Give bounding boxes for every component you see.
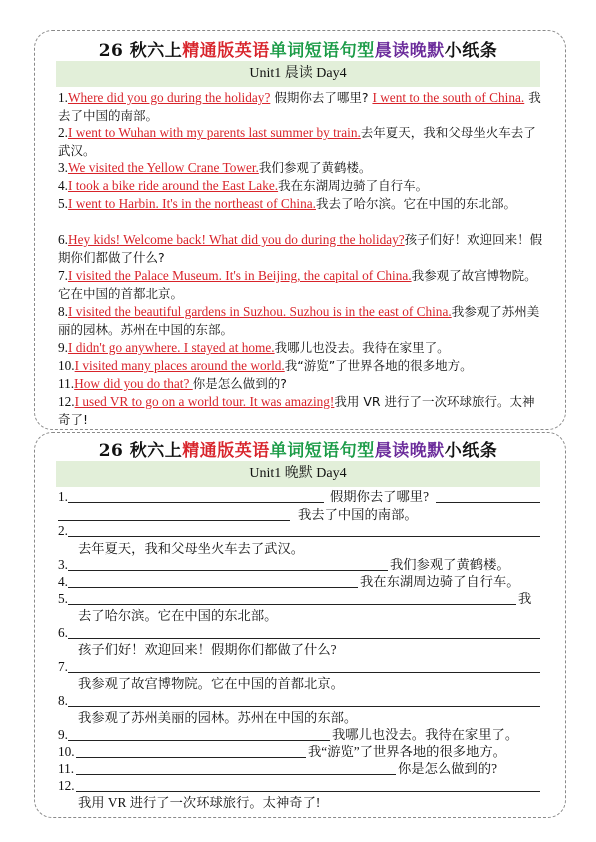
title-grade: 26 秋六上 — [98, 441, 183, 461]
list-item: 2.I went to Wuhan with my parents last summer by train.去年夏天，我和父母坐火车去了武汉。 — [58, 125, 536, 158]
item-chinese: 去年夏天，我和父母坐火车去了武汉。 — [58, 125, 536, 158]
item-chinese: 我“游览”了世界各地的很多地方。 — [284, 358, 473, 373]
answer-blank[interactable] — [76, 791, 540, 792]
item-english: I visited many places around the world. — [74, 358, 285, 373]
exercise-number: 10. — [58, 744, 75, 759]
item-english: I didn't go anywhere. I stayed at home. — [67, 340, 275, 355]
title-edition: 精通版英语 — [182, 441, 270, 461]
exercise-prompt: 我们参观了黄鹤楼。 — [390, 557, 510, 572]
answer-blank[interactable] — [68, 587, 358, 588]
exercise-number: 8. — [58, 693, 68, 708]
exercise-prompt: 我哪儿也没去。我待在家里了。 — [332, 727, 519, 742]
list-item: 9.I didn't go anywhere. I stayed at home.我哪儿也没去。我待在家里了。 — [58, 340, 450, 355]
item-chinese: 我去了哈尔滨。它在中国的东北部。 — [315, 196, 516, 211]
title-mode: 晨读晚默 — [374, 441, 445, 461]
exercise-prompt: 假期你去了哪里? — [330, 489, 429, 504]
list-item: 11.How did you do that? 你是怎么做到的? — [58, 376, 287, 391]
list-item: 12.I used VR to go on a world tour. It was amazing!我用 VR 进行了一次环球旅行。太神奇了! — [58, 394, 535, 427]
answer-blank[interactable] — [68, 638, 540, 639]
exercise-prompt: 去年夏天，我和父母坐火车去了武汉。 — [78, 541, 305, 556]
item-chinese: 我用 VR 进行了一次环球旅行。太神奇了! — [58, 394, 535, 427]
exercise-prompt: 我在东湖周边骑了自行车。 — [360, 574, 520, 589]
answer-blank[interactable] — [68, 536, 540, 537]
answer-blank[interactable] — [58, 520, 290, 521]
exercise-number: 6. — [58, 625, 68, 640]
item-chinese: 你是怎么做到的? — [192, 376, 287, 391]
exercise-number: 12. — [58, 778, 75, 793]
title-content: 单词短语句型 — [269, 41, 375, 61]
list-item: 4.I took a bike ride around the East Lake.我在东湖周边骑了自行车。 — [58, 178, 429, 193]
exercise-number: 7. — [58, 659, 68, 674]
item-chinese: 我参观了故宫博物院。它在中国的首都北京。 — [58, 268, 537, 301]
answer-blank[interactable] — [68, 502, 324, 503]
item-english: I used VR to go on a world tour. It was amazing! — [74, 394, 335, 409]
title-suffix: 小纸条 — [444, 41, 498, 61]
list-item: 1.Where did you go during the holiday? 假期你去了哪里? I went to the south of China. 我去了中国的南部。 — [58, 90, 541, 123]
item-english: We visited the Yellow Crane Tower. — [67, 160, 259, 175]
item-english: I visited the beautiful gardens in Suzhou. Suzhou is in the east of China. — [67, 304, 452, 319]
item-english: Hey kids! Welcome back! What did you do during the holiday? — [67, 232, 405, 247]
list-item: 7.I visited the Palace Museum. It's in Beijing, the capital of China.我参观了故宫博物院。它在中国的首都北京。 — [58, 268, 537, 301]
answer-blank[interactable] — [68, 740, 330, 741]
title-grade: 26 秋六上 — [98, 41, 183, 61]
title-mode: 晨读晚默 — [374, 41, 445, 61]
item-english: I went to Harbin. It's in the northeast of China. — [67, 196, 316, 211]
item-chinese: 我在东湖周边骑了自行车。 — [278, 178, 429, 193]
answer-blank[interactable] — [68, 672, 540, 673]
exercise-number: 4. — [58, 574, 68, 589]
card-title-bottom — [0, 436, 596, 461]
exercise-number: 1. — [58, 489, 68, 504]
answer-blank[interactable] — [76, 757, 306, 758]
exercise-prompt: 我参观了苏州美丽的园林。苏州在中国的东部。 — [78, 710, 358, 725]
card-title-top — [0, 36, 596, 61]
answer-blank[interactable] — [68, 706, 540, 707]
answer-blank[interactable] — [68, 604, 516, 605]
title-content: 单词短语句型 — [269, 441, 375, 461]
exercise-prompt: 孩子们好！欢迎回来！假期你们都做了什么? — [78, 642, 337, 657]
exercise-prompt: 去了哈尔滨。它在中国的东北部。 — [78, 608, 278, 623]
answer-blank[interactable] — [436, 502, 540, 503]
item-english: I went to the south of China. — [372, 90, 525, 105]
item-chinese: 我参观了苏州美丽的园林。苏州在中国的东部。 — [58, 304, 540, 337]
item-chinese: 我哪儿也没去。我待在家里了。 — [274, 340, 450, 355]
exercise-prompt: 我参观了故宫博物院。它在中国的首都北京。 — [78, 676, 344, 691]
item-chinese: 我们参观了黄鹤楼。 — [258, 160, 372, 175]
item-chinese: 孩子们好！欢迎回来！假期你们都做了什么? — [58, 232, 543, 265]
item-english: How did you do that? — [74, 376, 193, 391]
exercise-prompt: 我 — [518, 591, 532, 606]
list-item: 10.I visited many places around the world.我“游览”了世界各地的很多地方。 — [58, 358, 473, 373]
title-edition: 精通版英语 — [182, 41, 270, 61]
list-item: 6.Hey kids! Welcome back! What did you do during the holiday?孩子们好！欢迎回来！假期你们都做了什么? — [58, 232, 543, 265]
item-english: I visited the Palace Museum. It's in Beijing, the capital of China. — [67, 268, 412, 283]
unit-band-top: Unit1 晨读 Day4 — [56, 61, 540, 87]
exercise-prompt: 我用 VR 进行了一次环球旅行。太神奇了! — [78, 795, 321, 810]
exercise-number: 9. — [58, 727, 68, 742]
answer-blank[interactable] — [76, 774, 396, 775]
exercise-number: 5. — [58, 591, 68, 606]
exercise-prompt: 我“游览”了世界各地的很多地方。 — [308, 744, 506, 759]
list-item: 8.I visited the beautiful gardens in Suzhou. Suzhou is in the east of China.我参观了苏州美丽的园林。苏州在中国的东部。 — [58, 304, 540, 337]
item-english: I took a bike ride around the East Lake. — [67, 178, 279, 193]
unit-band-bottom: Unit1 晚默 Day4 — [56, 461, 540, 487]
title-suffix: 小纸条 — [444, 441, 498, 461]
exercise-prompt: 我去了中国的南部。 — [298, 507, 418, 522]
item-english: Where did you go during the holiday? — [67, 90, 271, 105]
exercise-number: 3. — [58, 557, 68, 572]
list-item: 3.We visited the Yellow Crane Tower.我们参观了黄鹤楼。 — [58, 160, 372, 175]
exercise-number: 11. — [58, 761, 75, 776]
item-english: I went to Wuhan with my parents last summer by train. — [67, 125, 361, 140]
list-item: 5.I went to Harbin. It's in the northeast of China.我去了哈尔滨。它在中国的东北部。 — [58, 196, 516, 211]
exercise-prompt: 你是怎么做到的? — [398, 761, 497, 776]
item-chinese: 我去了中国的南部。 — [58, 90, 541, 123]
exercise-number: 2. — [58, 523, 68, 538]
answer-blank[interactable] — [68, 570, 388, 571]
